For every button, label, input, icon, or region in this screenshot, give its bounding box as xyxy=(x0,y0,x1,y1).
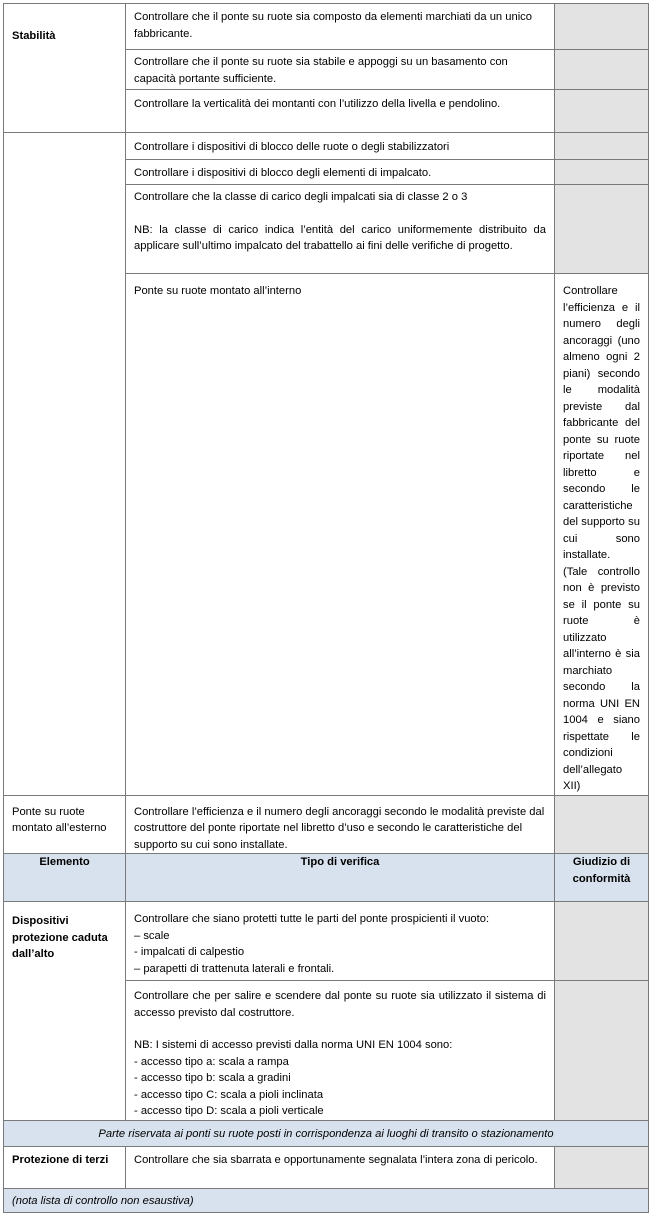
element-label: Ponte su ruote montato all’interno xyxy=(134,285,302,297)
conformity-cell[interactable] xyxy=(555,795,649,854)
check-cell xyxy=(126,90,555,133)
element-cell-interno xyxy=(126,274,555,796)
check-cell xyxy=(126,133,555,160)
conformity-cell[interactable] xyxy=(555,902,649,981)
element-label: Stabilità xyxy=(12,30,56,42)
checklist-table xyxy=(3,3,649,1213)
check-note: (Tale controllo non è previsto se il ponte su ruote è utilizzato all’interno è sia marchiato secondo la norma UNI EN 1004 e siano rispettate le condizioni dell’allegato XII) xyxy=(563,565,640,792)
check-cell xyxy=(126,902,555,981)
element-cell-stabilita xyxy=(4,4,126,133)
check-cell xyxy=(126,795,555,854)
list-item: - accesso tipo b: scala a gradini xyxy=(134,1072,291,1084)
check-text: Controllare i dispositivi di blocco delle ruote o degli stabilizzatori xyxy=(134,141,450,153)
conformity-cell[interactable] xyxy=(555,4,649,50)
check-cell xyxy=(126,160,555,185)
conformity-cell[interactable] xyxy=(555,50,649,90)
element-cell-terzi xyxy=(4,1146,126,1188)
table-row xyxy=(4,4,649,50)
check-text: Controllare che sia sbarrata e opportunamente segnalata l’intera zona di pericolo. xyxy=(134,1153,538,1166)
check-text: Controllare l’efficienza e il numero degli ancoraggi (uno almeno ogni 2 piani) secondo le modalità previste dal fabbricante del ponte su ruote riportate nel libretto e secondo le caratteristiche del supporto su cui sono installate. xyxy=(563,285,640,561)
check-note: NB: I sistemi di accesso previsti dalla norma UNI EN 1004 sono: xyxy=(134,1039,453,1051)
list-item: - accesso tipo D: scala a pioli verticale xyxy=(134,1105,324,1117)
element-cell-empty xyxy=(4,133,126,796)
table-header-row xyxy=(4,854,649,902)
check-cell xyxy=(126,50,555,90)
list-item: - accesso tipo C: scala a pioli inclinata xyxy=(134,1088,324,1101)
conformity-cell[interactable] xyxy=(555,133,649,160)
conformity-cell[interactable] xyxy=(555,185,649,274)
check-text: Controllare l’efficienza e il numero degli ancoraggi secondo le modalità previste dal costruttore del ponte riportate nel libretto d’uso e secondo le caratteristiche del supporto su cui sono installate. xyxy=(134,805,545,851)
conformity-cell[interactable] xyxy=(555,160,649,185)
transito-band: Parte riservata ai ponti su ruote posti in corrispondenza ai luoghi di transito o stazionamento xyxy=(4,1120,649,1146)
header-tipo-verifica: Tipo di verifica xyxy=(126,854,555,902)
element-cell-esterno xyxy=(4,795,126,854)
list-item: - impalcati di calpestio xyxy=(134,946,245,958)
check-text: Controllare che siano protetti tutte le parti del ponte prospicienti il vuoto: xyxy=(134,913,490,925)
check-cell xyxy=(555,274,649,796)
check-text: Controllare che il ponte su ruote sia composto da elementi marchiati da un unico fabbricante. xyxy=(134,11,532,40)
footer-note: (nota lista di controllo non esaustiva) xyxy=(4,1188,649,1212)
table-row xyxy=(4,133,649,160)
list-item: – parapetti di trattenuta laterali e frontali. xyxy=(134,962,335,975)
check-note: NB: la classe di carico indica l’entità del carico uniformemente distribuito da applicare sull’ultimo impalcato del trabattello ai fini delle verifiche di progetto. xyxy=(134,223,546,252)
element-cell-dispositivi xyxy=(4,902,126,1121)
check-text: Controllare la verticalità dei montanti con l’utilizzo della livella e pendolino. xyxy=(134,98,501,110)
section-band-row xyxy=(4,1120,649,1146)
check-cell xyxy=(126,1146,555,1188)
element-label: Protezione di terzi xyxy=(12,1153,109,1166)
header-elemento: Elemento xyxy=(4,854,126,902)
check-cell xyxy=(126,185,555,274)
header-giudizio: Giudizio di conformità xyxy=(555,854,649,902)
check-cell xyxy=(126,981,555,1121)
list-item: - accesso tipo a: scala a rampa xyxy=(134,1055,289,1068)
check-text: Controllare i dispositivi di blocco degli elementi di impalcato. xyxy=(134,167,432,179)
table-row xyxy=(4,902,649,981)
table-row xyxy=(4,1146,649,1188)
conformity-cell[interactable] xyxy=(555,90,649,133)
element-label: Ponte su ruote montato all’esterno xyxy=(12,805,107,834)
check-text: Controllare che il ponte su ruote sia stabile e appoggi su un basamento con capacità portante sufficiente. xyxy=(134,56,508,85)
check-cell xyxy=(126,4,555,50)
footer-row xyxy=(4,1188,649,1212)
check-text: Controllare che la classe di carico degli impalcati sia di classe 2 o 3 xyxy=(134,191,468,203)
table-row xyxy=(4,795,649,854)
list-item: – scale xyxy=(134,929,170,942)
element-label: Dispositivi protezione caduta dall’alto xyxy=(12,915,108,960)
check-text: Controllare che per salire e scendere dal ponte su ruote sia utilizzato il sistema di accesso previsto dal costruttore. xyxy=(134,990,546,1019)
conformity-cell[interactable] xyxy=(555,1146,649,1188)
conformity-cell[interactable] xyxy=(555,981,649,1121)
